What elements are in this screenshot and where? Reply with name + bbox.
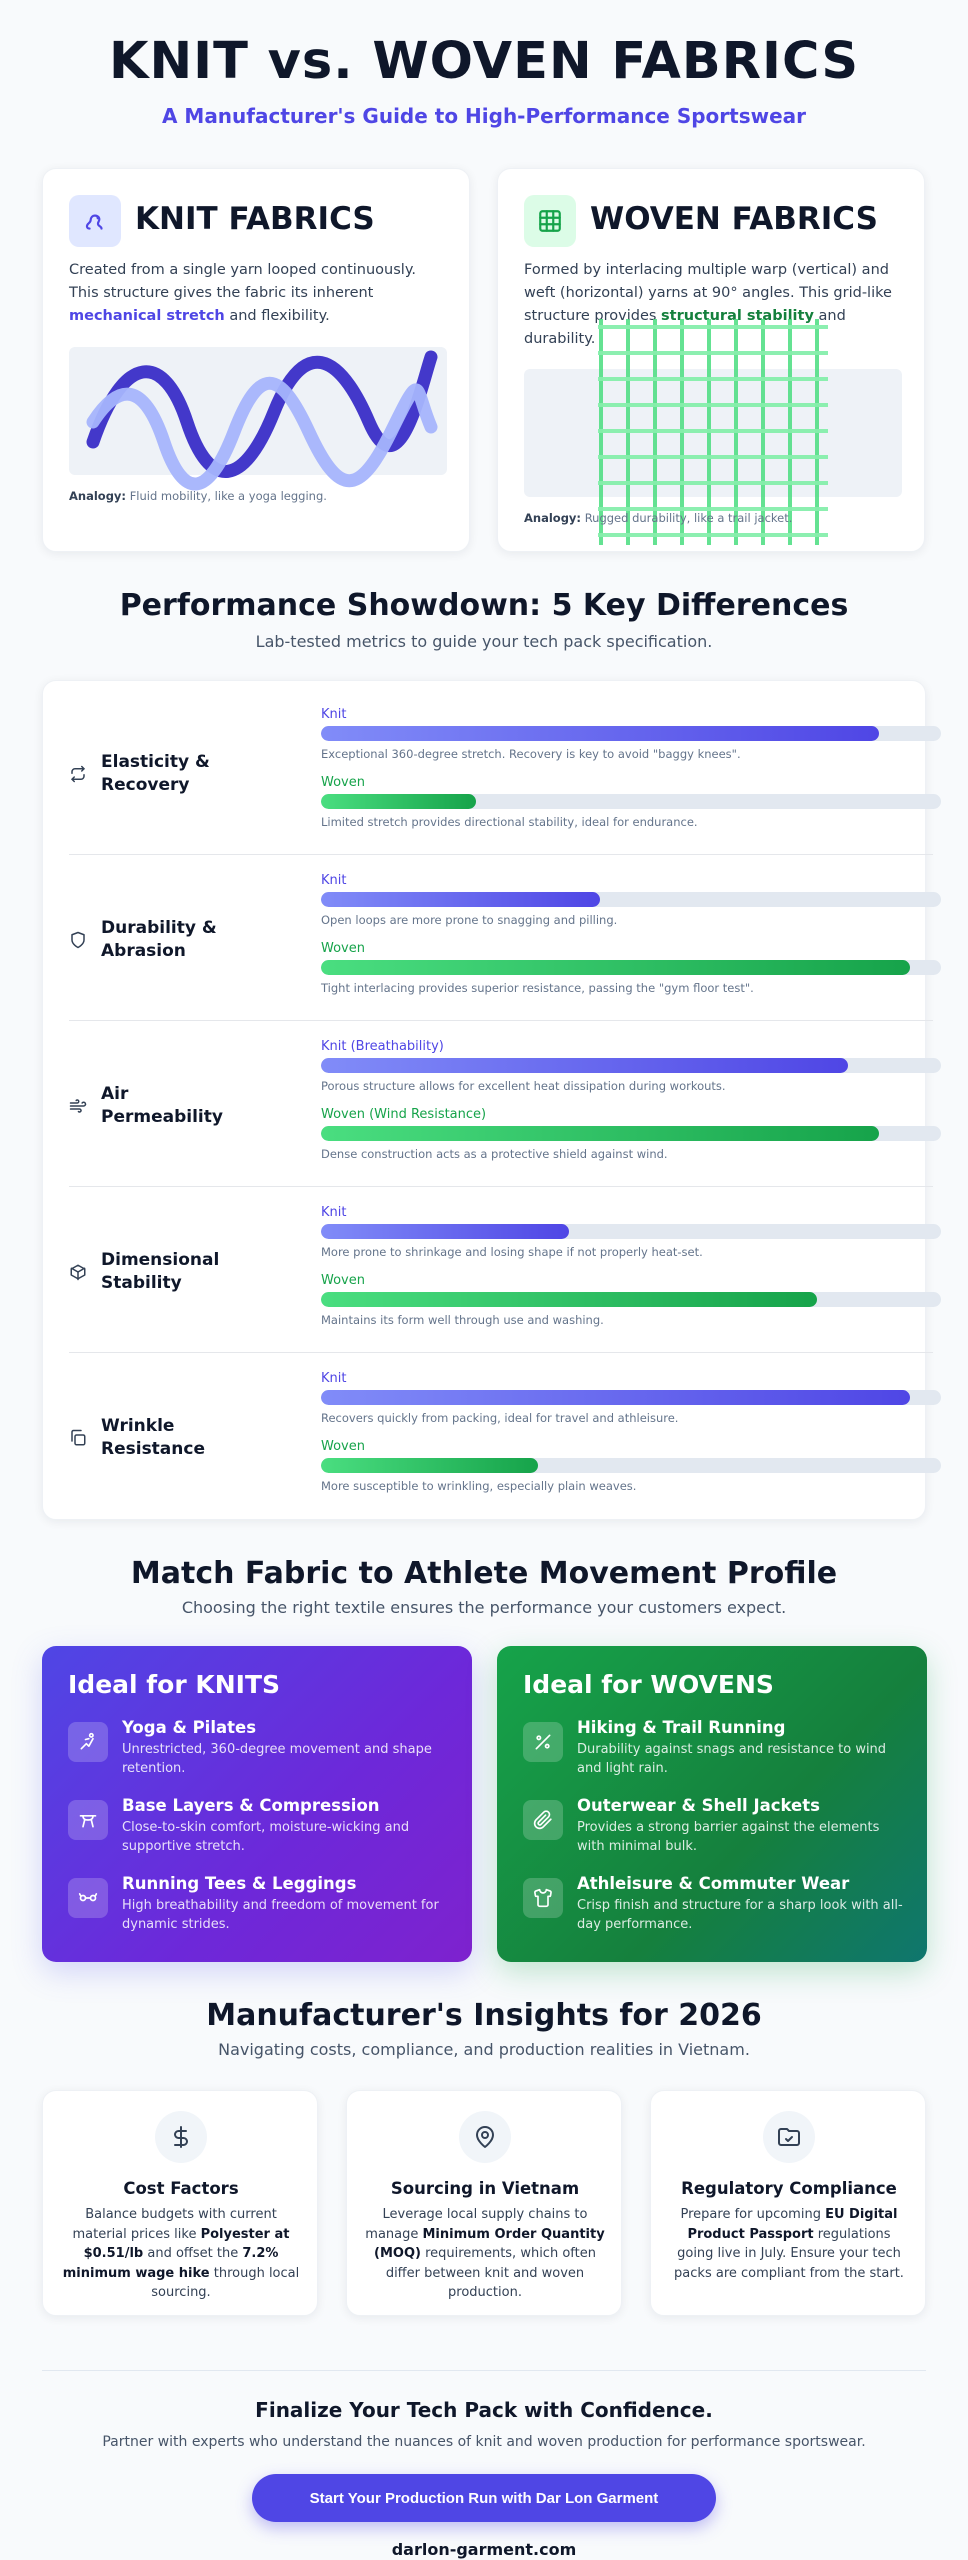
shirt-icon (523, 1878, 563, 1918)
knit-bar-track (321, 1224, 941, 1239)
showdown-title: Performance Showdown: 5 Key Differences (119, 588, 849, 623)
insight-title: Sourcing in Vietnam (390, 2179, 580, 2198)
row-label: Elasticity & Recovery (101, 752, 210, 795)
bar-note: Porous structure allows for excellent heat dissipation during workouts. (321, 1079, 726, 1093)
match-subtitle: Choosing the right textile ensures the performance your customers expect. (181, 1598, 787, 1617)
bar-note: Tight interlacing provides superior resistance, passing the "gym floor test". (321, 981, 754, 995)
woven-bar-fill (321, 1126, 879, 1141)
ideal-item-description: Provides a strong barrier against the elements with minimal bulk. (577, 1820, 880, 1854)
bar-label: Knit (321, 707, 347, 722)
page-title: KNIT vs. WOVEN FABRICS (108, 32, 860, 91)
bar-note: Open loops are more prone to snagging and pilling. (321, 913, 618, 927)
bar-label: Knit (321, 1205, 347, 1220)
knit-bar-fill (321, 892, 600, 907)
ideal-knits-title: Ideal for KNITS (68, 1670, 281, 1699)
showdown-card (42, 680, 926, 1520)
knit-fabric-card (42, 168, 470, 552)
row-divider (69, 1020, 933, 1021)
woven-bar-group (321, 1107, 941, 1161)
row-label: Dimensional Stability (101, 1250, 220, 1293)
bar-note: Limited stretch provides directional stability, ideal for endurance. (321, 815, 698, 829)
insight-description: Balance budgets with current material prices like Polyester at $0.51/lb and offset the 7.2% minimum wage hike through local sourcing. (62, 2207, 300, 2300)
ideal-item-name: Yoga & Pilates (122, 1718, 257, 1737)
ideal-item-description: Unrestricted, 360-degree movement and shape retention. (122, 1742, 432, 1776)
comparison-row (69, 1023, 933, 1188)
knit-bar-group (321, 1371, 941, 1425)
woven-description: Formed by interlacing multiple warp (vertical) and weft (horizontal) yarns at 90° angles. This grid-like structure provides structural stability and durability. (524, 262, 892, 347)
comparison-row (69, 691, 933, 856)
insights-subtitle: Navigating costs, compliance, and production realities in Vietnam. (218, 2040, 750, 2059)
knit-loop-icon (69, 195, 121, 247)
ideal-item-description: High breathability and freedom of movement for dynamic strides. (122, 1898, 439, 1932)
woven-bar-group (321, 1439, 941, 1493)
knit-bar-group (321, 707, 941, 761)
ideal-item-description: Close-to-skin comfort, moisture-wicking and supportive stretch. (122, 1820, 410, 1854)
ideal-wovens-title: Ideal for WOVENS (523, 1670, 774, 1699)
woven-grid-icon (524, 195, 576, 247)
insight-description: Leverage local supply chains to manage Minimum Order Quantity (MOQ) requirements, which often differ between knit and woven production. (365, 2207, 605, 2300)
row-label: Wrinkle Resistance (101, 1416, 205, 1459)
ideal-item-description: Crisp finish and structure for a sharp look with all-day performance. (577, 1898, 903, 1932)
row-label: Durability & Abrasion (101, 918, 217, 961)
shield-icon (69, 931, 87, 949)
footer-subtitle: Partner with experts who understand the nuances of knit and woven production for performance sportswear. (102, 2434, 866, 2450)
footer-title: Finalize Your Tech Pack with Confidence. (255, 2398, 713, 2422)
woven-bar-fill (321, 960, 910, 975)
cube-icon (69, 1263, 87, 1281)
repeat-icon (69, 765, 87, 783)
insights-title: Manufacturer's Insights for 2026 (206, 1998, 762, 2033)
woven-bar-track (321, 960, 941, 975)
bar-label: Knit (Breathability) (321, 1039, 444, 1054)
comparison-row (69, 1355, 933, 1520)
comparison-row (69, 1189, 933, 1354)
bar-note: Exceptional 360-degree stretch. Recovery is key to avoid "baggy knees". (321, 747, 741, 761)
knit-bar-group (321, 1205, 941, 1259)
row-divider (69, 854, 933, 855)
ideal-item-name: Base Layers & Compression (122, 1796, 380, 1815)
woven-bar-fill (321, 794, 476, 809)
bar-label: Woven (321, 775, 365, 790)
insight-card-cost (42, 2090, 318, 2316)
ideal-item-name: Outerwear & Shell Jackets (577, 1796, 820, 1815)
knit-title: KNIT FABRICS (135, 201, 375, 237)
bar-note: Recovers quickly from packing, ideal for travel and athleisure. (321, 1411, 679, 1425)
knit-bar-fill (321, 1224, 569, 1239)
match-title: Match Fabric to Athlete Movement Profile (130, 1556, 838, 1591)
insight-title: Regulatory Compliance (681, 2179, 897, 2198)
insight-description: Prepare for upcoming EU Digital Product Passport regulations going live in July. Ensure your tech packs are compliant from the start. (674, 2207, 904, 2281)
woven-bar-track (321, 1292, 941, 1307)
comparison-row (69, 857, 933, 1022)
bar-note: More susceptible to wrinkling, especially plain weaves. (321, 1479, 637, 1493)
ideal-item-description: Durability against snags and resistance to wind and light rain. (577, 1742, 887, 1776)
ideal-item-name: Running Tees & Leggings (122, 1874, 357, 1893)
running-icon (68, 1878, 108, 1918)
woven-bar-group (321, 775, 941, 829)
insight-title: Cost Factors (123, 2179, 239, 2198)
knit-bar-track (321, 1058, 941, 1073)
bar-label: Woven (321, 941, 365, 956)
hiking-icon (523, 1722, 563, 1762)
bar-label: Woven (321, 1273, 365, 1288)
yoga-icon (68, 1722, 108, 1762)
ideal-item-name: Hiking & Trail Running (577, 1718, 786, 1737)
knit-bar-group (321, 873, 941, 927)
woven-bar-fill (321, 1458, 538, 1473)
knit-description: Created from a single yarn looped continuously. This structure gives the fabric its inherent mechanical stretch and flexibility. (69, 262, 416, 324)
insight-card-sourcing (346, 2090, 622, 2316)
page-subtitle: A Manufacturer's Guide to High-Performance Sportswear (161, 104, 807, 128)
woven-bar-track (321, 794, 941, 809)
bar-label: Knit (321, 873, 347, 888)
wind-icon (69, 1097, 87, 1115)
woven-bar-group (321, 941, 941, 995)
start-production-button[interactable]: Start Your Production Run with Dar Lon Garment (252, 2474, 716, 2522)
woven-title: WOVEN FABRICS (590, 201, 878, 237)
knit-bar-track (321, 726, 941, 741)
knit-wave-illustration (69, 347, 447, 475)
ideal-wovens-panel (497, 1646, 927, 1962)
footer-divider (42, 2370, 926, 2371)
bar-note: Dense construction acts as a protective shield against wind. (321, 1147, 668, 1161)
bar-note: More prone to shrinkage and losing shape if not properly heat-set. (321, 1245, 703, 1259)
insight-card-compliance (650, 2090, 926, 2316)
row-label: Air Permeability (101, 1084, 223, 1127)
woven-bar-track (321, 1458, 941, 1473)
location-pin-icon (459, 2111, 511, 2163)
paperclip-icon (523, 1800, 563, 1840)
dollar-icon (155, 2111, 207, 2163)
folder-check-icon (763, 2111, 815, 2163)
woven-bar-fill (321, 1292, 817, 1307)
row-divider (69, 1186, 933, 1187)
showdown-subtitle: Lab-tested metrics to guide your tech pack specification. (255, 632, 713, 651)
layers-icon (68, 1800, 108, 1840)
bar-note: Maintains its form well through use and washing. (321, 1313, 604, 1327)
woven-fabric-card (497, 168, 925, 552)
woven-bar-track (321, 1126, 941, 1141)
bar-label: Knit (321, 1371, 347, 1386)
knit-bar-fill (321, 726, 879, 741)
knit-bar-track (321, 1390, 941, 1405)
woven-bar-group (321, 1273, 941, 1327)
ideal-knits-panel (42, 1646, 472, 1962)
ideal-item-name: Athleisure & Commuter Wear (577, 1874, 850, 1893)
copy-icon (69, 1429, 87, 1447)
knit-analogy: Analogy: Fluid mobility, like a yoga legging. (69, 489, 327, 503)
knit-bar-fill (321, 1390, 910, 1405)
bar-label: Woven (Wind Resistance) (321, 1107, 487, 1122)
website-link[interactable]: darlon-garment.com (391, 2540, 577, 2559)
bar-label: Woven (321, 1439, 365, 1454)
woven-analogy: Analogy: Rugged durability, like a trail jacket. (524, 511, 793, 525)
knit-bar-fill (321, 1058, 848, 1073)
knit-bar-group (321, 1039, 941, 1093)
knit-bar-track (321, 892, 941, 907)
row-divider (69, 1352, 933, 1353)
